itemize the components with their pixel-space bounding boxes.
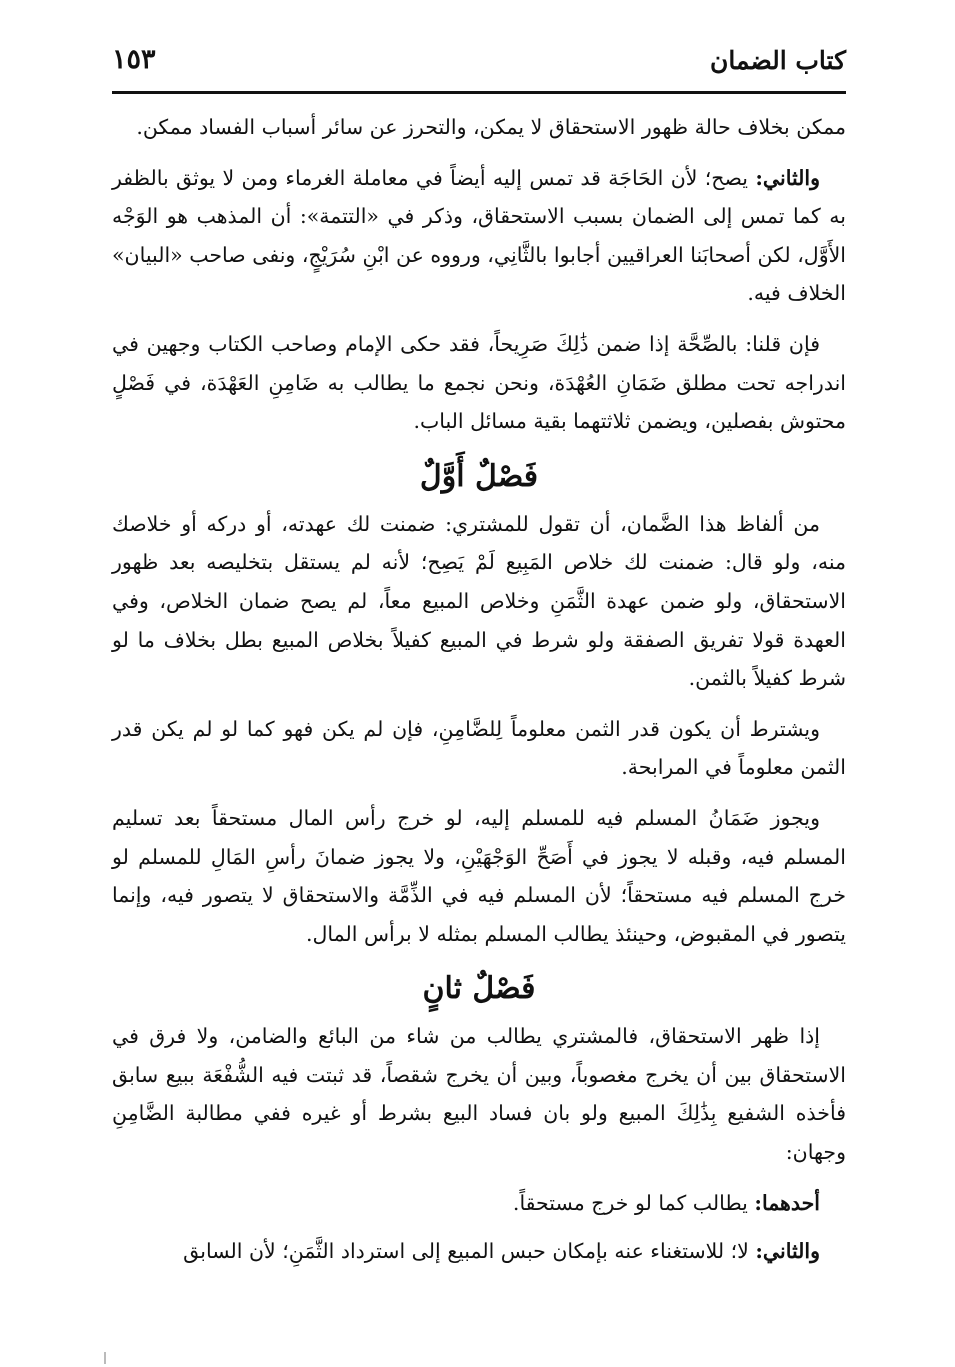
paragraph-lead-word: أحدهما:: [754, 1190, 820, 1215]
section-heading-first: فَصْلٌ أَوَّلٌ: [419, 458, 539, 494]
page-number: ١٥٣: [112, 44, 156, 75]
paragraph-lead-word: والثاني:: [755, 165, 820, 190]
paragraph-lead-word: والثاني:: [755, 1239, 820, 1264]
paragraph-entitlement: إذا ظهر الاستحقاق، فالمشتري يطالب من شاء من البائع والضامن، ولا فرق في الاستحقاق بين أن يخرج مغصوباً، وبين أن يخرج شقصاً، قد ثبتت فيه الشُّفْعَة ببيع سابق فأخذه الشفيع بِذَٰلِكَ المبيع ولو بان فساد البيع بشرط أو غيره ففي مطالبة الضَّامِنِ وجهان:: [112, 1024, 846, 1165]
paragraph-text: لا؛ للاستغناء عنه بإمكان حبس المبيع إلى استرداد الثَّمَنِ؛ لأن السابق: [183, 1239, 756, 1264]
scan-artifact: [104, 1352, 106, 1364]
paragraph-price-condition: ويشترط أن يكون قدر الثمن معلوماً لِلضَّامِنِ، فإن لم يكن فهو كما لو لم يكن قدر الثمن معلوماً في المرابحة.: [112, 716, 846, 780]
page-body: [112, 108, 846, 1281]
page-header: [112, 40, 846, 94]
paragraph-continuation: ممكن بخلاف حالة ظهور الاستحقاق لا يمكن، والتحرز عن سائر أسباب الفساد ممكن.: [136, 115, 846, 139]
paragraph-salam: ويجوز ضَمَانُ المسلم فيه للمسلم إليه، لو خرج رأس المال مستحقاً بعد تسليم المسلم فيه، وقبله لا يجوز في أَصَحِّ الوَجْهَيْنِ، ولا يجوز ضمانَ رأسِ المَالِ للمسلم لو خرج المسلم فيه مستحقاً؛ لأن المسلم فيه في الذِّمَّة والاستحقاق لا يتصور فيه، وإنما يتصور في المقبوض، وحينئذ يطالب المسلم بمثله لا برأس المال.: [112, 805, 846, 946]
paragraph-first-view: [112, 1184, 846, 1223]
paragraph-second-view: [112, 159, 846, 313]
paragraph-text: يطالب كما لو خرج مستحقاً.: [512, 1190, 755, 1215]
paragraph-text: يصح؛ لأن الحَاجَة قد تمس إليه أيضاً في معاملة الغرماء ومن لا يوثق بالظفر به كما تمس إلى الضمان بسبب الاستحقاق، وذكر في «التتمة»: أن المذهب هو الوَجْه الأَوَّل، لكن أصحابَنا العراقيين أجابوا بالثَّانِي، ورووه عن ابْنِ سُرَيْجٍ، ونفى صاحب «البيان» الخلاف فيه.: [112, 165, 846, 306]
paragraph-wordings: من ألفاظ هذا الضَّمان، أن تقول للمشتري: ضمنت لك عهدته، أو دركه أو خلاصك منه، ولو قال: ضمنت لك خلاص المَبِيع لَمْ يَصِح؛ لأنه لم يستقل بتخليصه بعد ظهور الاستحقاق، ولو ضمن عهدة الثَّمَنِ وخلاص المبيع معاً، لم يصح ضمان الخلاص، وفي العهدة قولا تفريق الصفقة ولو شرط في المبيع كفيلاً بخلاص المبيع بطل بخلاف ما لو شرط كفيلاً بالثمن.: [112, 511, 846, 691]
header-rule: [112, 91, 846, 94]
paragraph-validity: فإن قلنا: بالصِّحَّة إذا ضمن ذَٰلِكَ صَرِيحاً، فقد حكى الإمام وصاحب الكتاب وجهين في اندراجه تحت مطلق ضَمَانِ العُهْدَة، ونحن نجمع ما يطالب به ضَامِنِ العَهْدَة، في فَصْلٍ محتوش بفصلين، ويضمن ثلاثتهما بقية مسائل الباب.: [112, 331, 846, 434]
section-heading-second: فَصْلٌ ثانٍ: [422, 971, 536, 1007]
paragraph-second-view-b: [112, 1232, 846, 1271]
book-title: كتاب الضمان: [710, 46, 846, 75]
